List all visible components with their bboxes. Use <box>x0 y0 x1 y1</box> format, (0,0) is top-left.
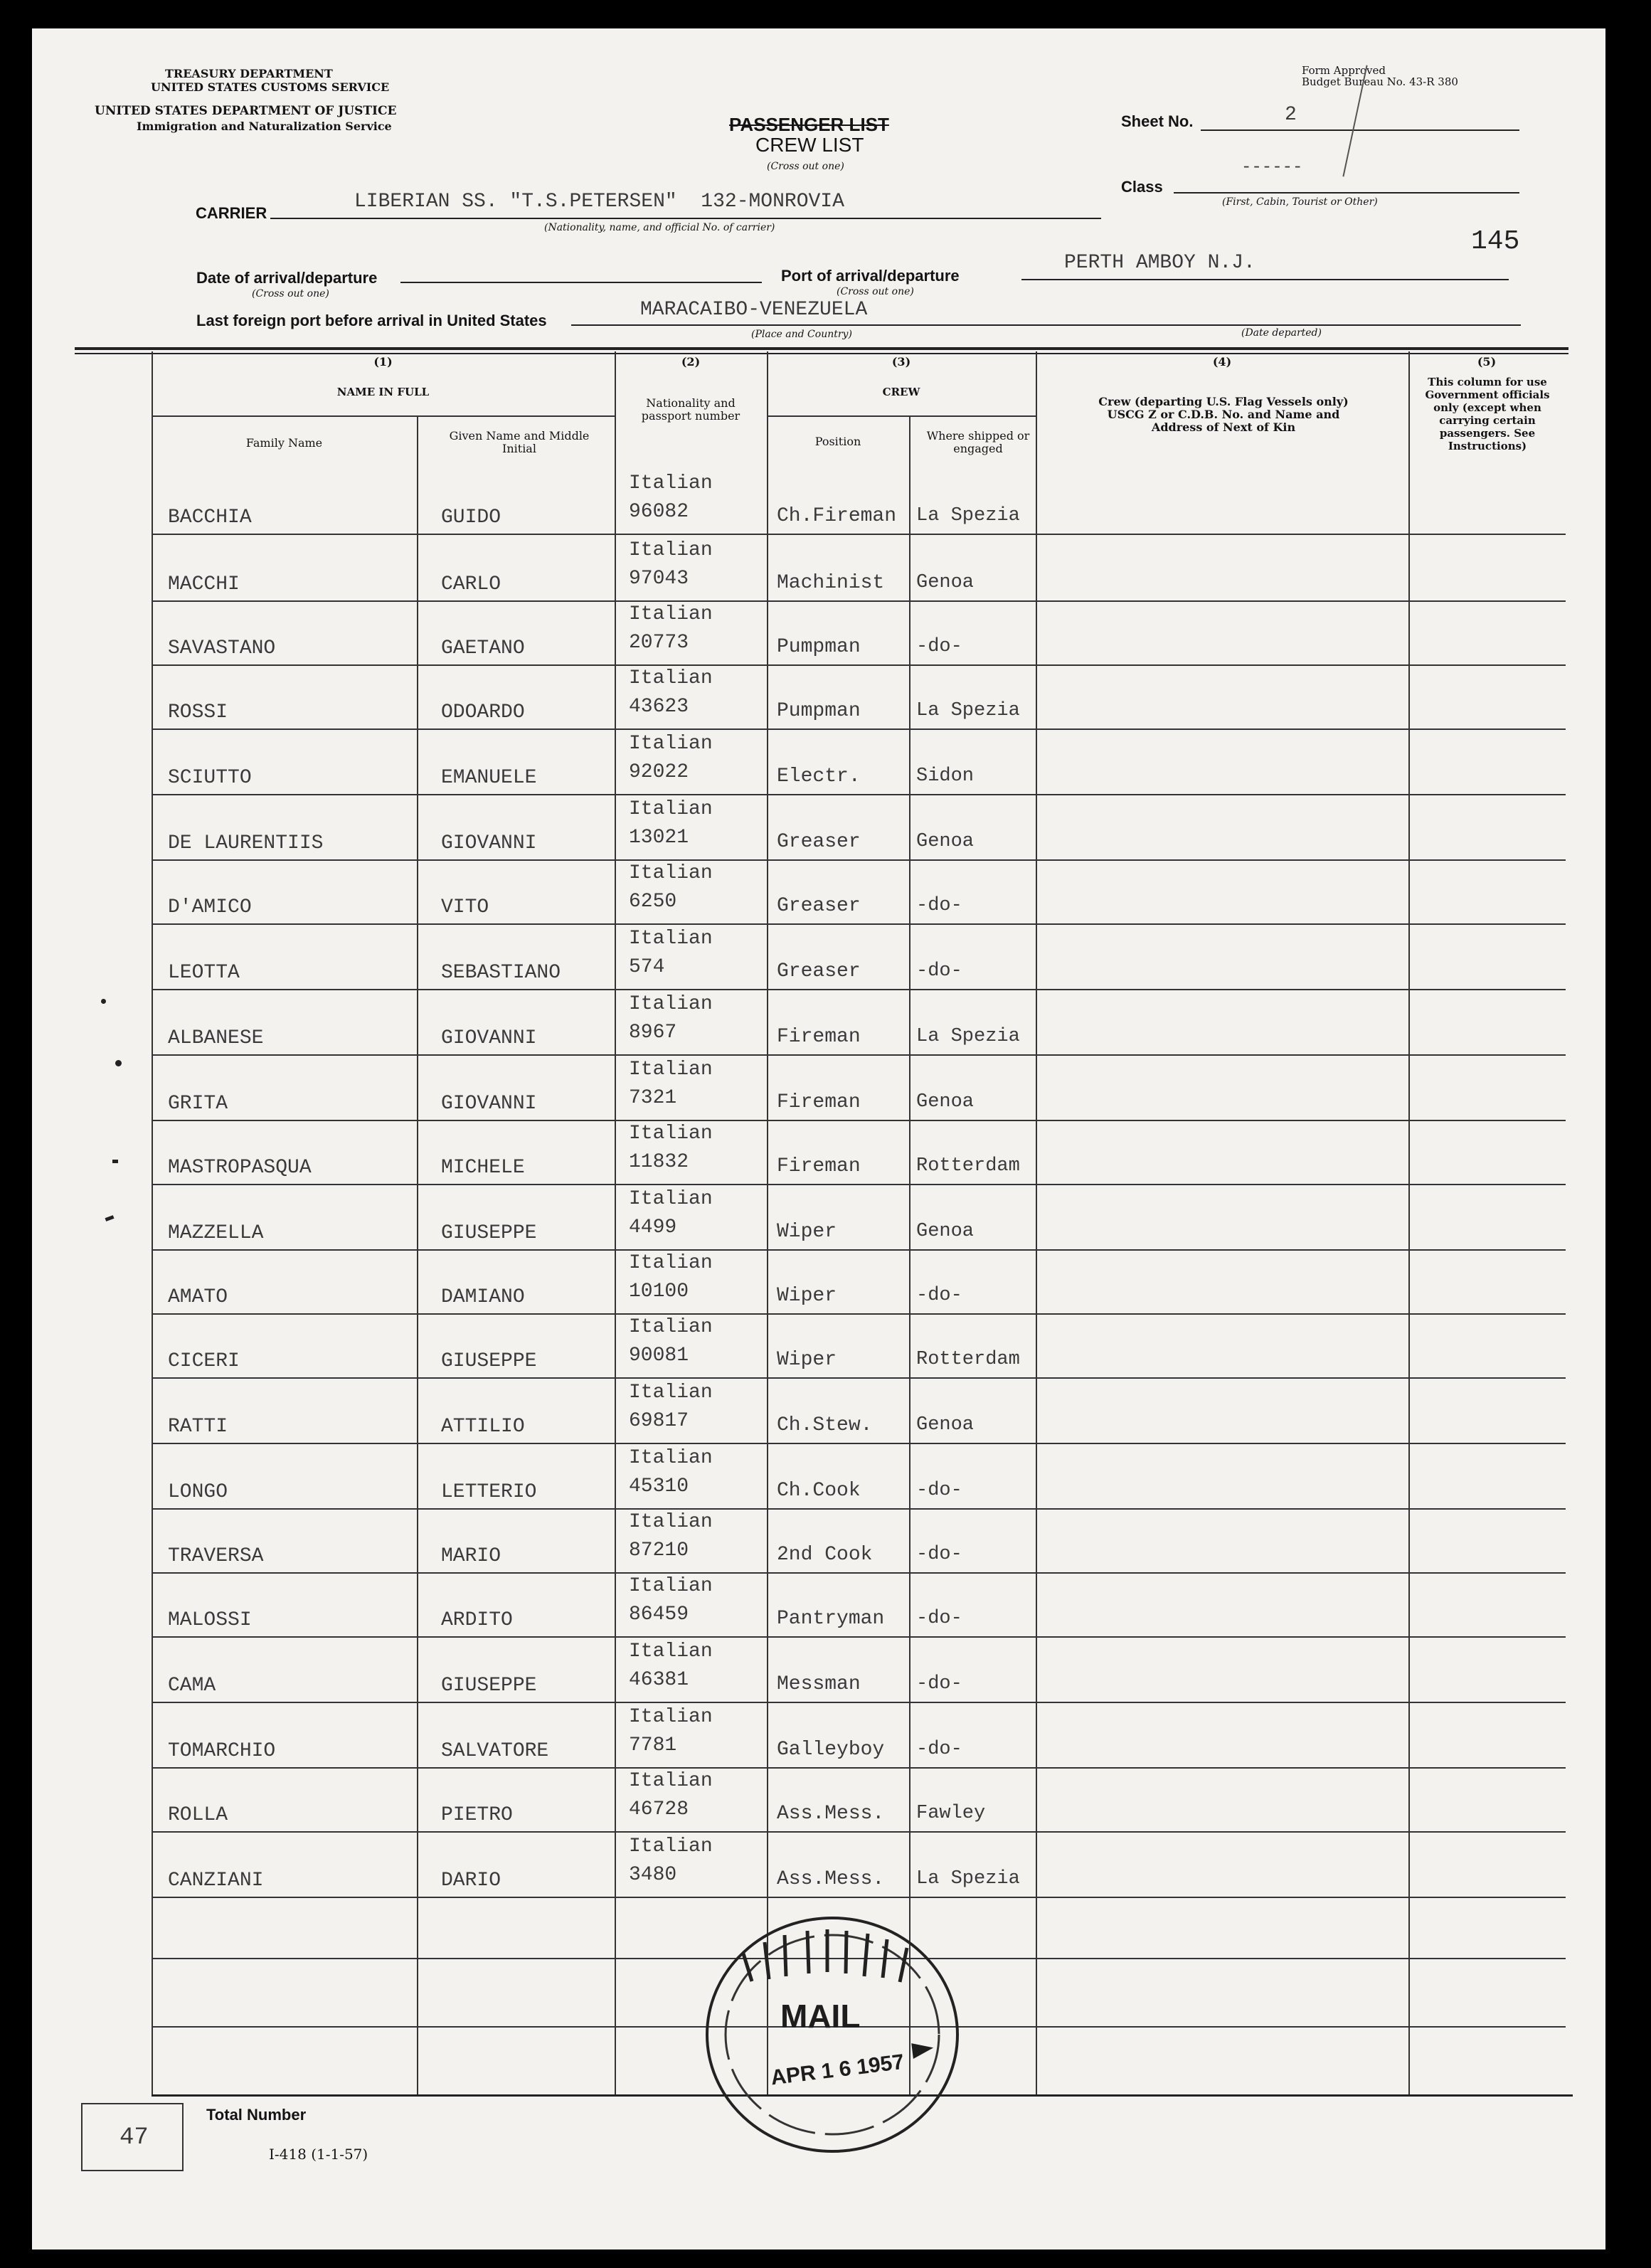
nationality-cell: Italian <box>629 862 713 884</box>
position-cell: Ch.Stew. <box>777 1414 873 1436</box>
where-engaged-cell: La Spezia <box>916 1026 1020 1047</box>
row-divider <box>152 1572 1566 1574</box>
date-hint: (Cross out one) <box>252 288 329 300</box>
where-engaged-cell: Rotterdam <box>916 1349 1020 1370</box>
position-cell: Wiper <box>777 1221 837 1243</box>
where-engaged-cell: La Spezia <box>916 505 1020 526</box>
where-engaged-cell: Genoa <box>916 572 975 593</box>
where-engaged-cell: -do- <box>916 1673 962 1695</box>
position-cell: Pumpman <box>777 700 861 722</box>
position-cell: Pantryman <box>777 1608 885 1630</box>
passport-number-cell: 7321 <box>629 1087 677 1109</box>
family-name-cell: LONGO <box>168 1481 228 1503</box>
position-cell: Greaser <box>777 960 861 982</box>
position-cell: Ch.Fireman <box>777 505 897 527</box>
customs-label: UNITED STATES CUSTOMS SERVICE <box>151 80 390 94</box>
passport-number-cell: 46728 <box>629 1798 689 1821</box>
where-engaged-cell: -do- <box>916 1285 962 1306</box>
nationality-cell: Italian <box>629 1511 713 1533</box>
where-engaged-cell: Fawley <box>916 1803 986 1824</box>
given-name-cell: MICHELE <box>441 1157 525 1179</box>
given-name-cell: CARLO <box>441 573 501 595</box>
stamp-date: APR 1 6 1957 <box>769 2050 906 2090</box>
given-name-cell: GIUSEPPE <box>441 1675 537 1697</box>
passport-number-cell: 10100 <box>629 1281 689 1303</box>
given-name-cell: MARIO <box>441 1545 501 1567</box>
position-cell: Greaser <box>777 831 861 853</box>
family-name-cell: TOMARCHIO <box>168 1740 276 1762</box>
given-name-cell: GIUSEPPE <box>441 1350 537 1372</box>
position-cell: Machinist <box>777 572 885 594</box>
where-engaged-cell: Rotterdam <box>916 1155 1020 1177</box>
passport-number-cell: 3480 <box>629 1864 677 1886</box>
where-engaged-cell: -do- <box>916 1544 962 1565</box>
where-engaged-cell: Genoa <box>916 1091 975 1113</box>
nationality-cell: Italian <box>629 928 713 950</box>
nationality-cell: Italian <box>629 1641 713 1663</box>
given-name-cell: GUIDO <box>441 507 501 529</box>
passport-number-cell: 6250 <box>629 891 677 913</box>
position-cell: Messman <box>777 1673 861 1695</box>
family-name-cell: CAMA <box>168 1675 216 1697</box>
position-cell: Pumpman <box>777 636 861 658</box>
where-engaged-cell: -do- <box>916 960 962 982</box>
nationality-cell: Italian <box>629 1447 713 1469</box>
given-name-cell: PIETRO <box>441 1804 513 1826</box>
mail-stamp <box>701 1914 964 2159</box>
form-approved: Form Approved <box>1302 64 1386 77</box>
where-engaged-cell: Sidon <box>916 765 975 787</box>
where-engaged-cell: La Spezia <box>916 1868 1020 1890</box>
family-name-cell: CANZIANI <box>168 1870 264 1892</box>
nationality-cell: Italian <box>629 1835 713 1858</box>
col3-number: (3) <box>891 355 911 369</box>
family-name-cell: LEOTTA <box>168 962 240 984</box>
row-divider <box>152 1831 1566 1833</box>
date-departed-hint: (Date departed) <box>1241 327 1322 339</box>
family-name-cell: D'AMICO <box>168 896 252 918</box>
col2-number: (2) <box>681 355 701 369</box>
row-divider <box>152 1054 1566 1056</box>
last-port-value: MARACAIBO-VENEZUELA <box>640 299 868 321</box>
col4-number: (4) <box>1212 355 1232 369</box>
family-name-cell: DE LAURENTIIS <box>168 832 324 854</box>
nationality-cell: Italian <box>629 1123 713 1145</box>
col1-given-header: Given Name and Middle Initial <box>449 429 590 455</box>
given-name-cell: LETTERIO <box>441 1481 537 1503</box>
col3-position-header: Position <box>814 435 861 448</box>
where-engaged-cell: -do- <box>916 636 962 657</box>
row-divider <box>152 1443 1566 1444</box>
given-name-cell: GAETANO <box>441 637 525 659</box>
given-name-cell: DAMIANO <box>441 1286 525 1308</box>
passport-number-cell: 13021 <box>629 827 689 849</box>
where-engaged-cell: -do- <box>916 1739 962 1760</box>
where-engaged-cell: -do- <box>916 895 962 916</box>
class-label: Class <box>1121 178 1163 196</box>
nationality-cell: Italian <box>629 1316 713 1338</box>
given-name-cell: GIOVANNI <box>441 832 537 854</box>
position-cell: Ass.Mess. <box>777 1868 885 1890</box>
where-engaged-cell: Genoa <box>916 831 975 852</box>
total-label: Total Number <box>206 2106 307 2124</box>
nationality-cell: Italian <box>629 733 713 755</box>
passport-number-cell: 92022 <box>629 761 689 783</box>
sheet-label: Sheet No. <box>1121 112 1194 130</box>
col5-title: This column for use Government officials only (except when carrying certain passengers. See Instructions) <box>1425 376 1550 452</box>
passport-number-cell: 4499 <box>629 1217 677 1239</box>
position-cell: Galleyboy <box>777 1739 885 1761</box>
given-name-cell: VITO <box>441 896 489 918</box>
family-name-cell: MASTROPASQUA <box>168 1157 312 1179</box>
family-name-cell: SAVASTANO <box>168 637 276 659</box>
where-engaged-cell: Genoa <box>916 1414 975 1436</box>
row-divider <box>152 1897 1566 1898</box>
nationality-cell: Italian <box>629 798 713 820</box>
nationality-cell: Italian <box>629 603 713 625</box>
row-divider <box>152 1120 1566 1121</box>
passport-number-cell: 20773 <box>629 632 689 654</box>
col1-title: NAME IN FULL <box>336 386 430 398</box>
row-divider <box>152 1767 1566 1769</box>
row-divider <box>152 534 1566 535</box>
family-name-cell: MALOSSI <box>168 1609 252 1631</box>
carrier-label: CARRIER <box>196 204 267 222</box>
stamp-word: MAIL <box>780 1998 861 2035</box>
nationality-cell: Italian <box>629 1575 713 1597</box>
nationality-cell: Italian <box>629 1770 713 1792</box>
passport-number-cell: 90081 <box>629 1345 689 1367</box>
family-name-cell: BACCHIA <box>168 507 252 529</box>
nationality-cell: Italian <box>629 1382 713 1404</box>
row-divider <box>152 1508 1566 1510</box>
family-name-cell: SCIUTTO <box>168 767 252 789</box>
row-divider <box>152 989 1566 990</box>
position-cell: Fireman <box>777 1026 861 1048</box>
where-engaged-cell: Genoa <box>916 1221 975 1242</box>
position-cell: Ch.Cook <box>777 1480 861 1502</box>
position-cell: 2nd Cook <box>777 1544 873 1566</box>
family-name-cell: ROLLA <box>168 1804 228 1826</box>
crew-list-title: CREW LIST <box>755 134 864 156</box>
date-label: Date of arrival/departure <box>196 269 378 287</box>
given-name-cell: SALVATORE <box>441 1740 549 1762</box>
given-name-cell: EMANUELE <box>441 767 537 789</box>
class-hint: (First, Cabin, Tourist or Other) <box>1222 196 1378 208</box>
row-divider <box>152 1377 1566 1379</box>
family-name-cell: MACCHI <box>168 573 240 595</box>
nationality-cell: Italian <box>629 1059 713 1081</box>
family-name-cell: RATTI <box>168 1416 228 1438</box>
family-name-cell: ALBANESE <box>168 1027 264 1049</box>
row-divider <box>152 923 1566 925</box>
ins-label: Immigration and Naturalization Service <box>137 120 392 133</box>
cross-out-hint: (Cross out one) <box>767 161 844 172</box>
family-name-cell: CICERI <box>168 1350 240 1372</box>
passenger-list-title: PASSENGER LIST <box>729 114 889 135</box>
passport-number-cell: 8967 <box>629 1022 677 1044</box>
row-divider <box>152 1249 1566 1251</box>
given-name-cell: GIUSEPPE <box>441 1222 537 1244</box>
row-divider <box>152 859 1566 861</box>
col2-title: Nationality and passport number <box>641 396 740 423</box>
total-value: 47 <box>120 2124 149 2151</box>
row-divider <box>152 1184 1566 1185</box>
row-divider <box>152 794 1566 795</box>
passport-number-cell: 574 <box>629 956 665 978</box>
col3-title: CREW <box>882 386 920 398</box>
passport-number-cell: 11832 <box>629 1151 689 1173</box>
row-divider <box>152 728 1566 730</box>
row-divider <box>152 1702 1566 1703</box>
row-divider <box>152 1636 1566 1638</box>
nationality-cell: Italian <box>629 1188 713 1210</box>
nationality-cell: Italian <box>629 667 713 689</box>
port-value: PERTH AMBOY N.J. <box>1064 252 1255 274</box>
budget-number: Budget Bureau No. 43-R 380 <box>1302 75 1458 88</box>
where-engaged-cell: -do- <box>916 1480 962 1501</box>
carrier-hint: (Nationality, name, and official No. of carrier) <box>544 222 775 233</box>
passport-number-cell: 69817 <box>629 1410 689 1432</box>
nationality-cell: Italian <box>629 539 713 561</box>
given-name-cell: ODOARDO <box>441 701 525 724</box>
given-name-cell: SEBASTIANO <box>441 962 561 984</box>
port-hint: (Cross out one) <box>837 286 914 297</box>
family-name-cell: TRAVERSA <box>168 1545 264 1567</box>
position-cell: Electr. <box>777 765 861 788</box>
position-cell: Greaser <box>777 895 861 917</box>
family-name-cell: MAZZELLA <box>168 1222 264 1244</box>
nationality-cell: Italian <box>629 472 713 494</box>
col1-family-header: Family Name <box>245 436 323 450</box>
last-port-label: Last foreign port before arrival in United States <box>196 312 547 329</box>
passport-number-cell: 96082 <box>629 501 689 523</box>
given-name-cell: ATTILIO <box>441 1416 525 1438</box>
given-name-cell: GIOVANNI <box>441 1093 537 1115</box>
row-divider <box>152 1313 1566 1315</box>
nationality-cell: Italian <box>629 993 713 1015</box>
form-id: I-418 (1-1-57) <box>269 2146 368 2163</box>
family-name-cell: AMATO <box>168 1286 228 1308</box>
passport-number-cell: 87210 <box>629 1540 689 1562</box>
where-engaged-cell: La Spezia <box>916 700 1020 721</box>
passport-number-cell: 45310 <box>629 1475 689 1498</box>
sheet-number: 2 <box>1285 104 1297 126</box>
col1-number: (1) <box>373 355 393 369</box>
passport-number-cell: 43623 <box>629 696 689 718</box>
last-port-hint: (Place and Country) <box>751 329 852 340</box>
where-engaged-cell: -do- <box>916 1608 962 1629</box>
treasury-label: TREASURY DEPARTMENT <box>165 67 333 80</box>
given-name-cell: GIOVANNI <box>441 1027 537 1049</box>
class-value: ------ <box>1241 158 1303 177</box>
carrier-value: LIBERIAN SS. "T.S.PETERSEN" 132-MONROVIA <box>354 191 844 213</box>
position-cell: Wiper <box>777 1285 837 1307</box>
page-number: 145 <box>1471 226 1520 257</box>
position-cell: Fireman <box>777 1091 861 1113</box>
position-cell: Wiper <box>777 1349 837 1371</box>
col3-where-header: Where shipped or engaged <box>926 429 1030 455</box>
position-cell: Fireman <box>777 1155 861 1177</box>
given-name-cell: DARIO <box>441 1870 501 1892</box>
passport-number-cell: 46381 <box>629 1669 689 1691</box>
passport-number-cell: 97043 <box>629 568 689 590</box>
nationality-cell: Italian <box>629 1706 713 1728</box>
row-divider <box>152 600 1566 602</box>
given-name-cell: ARDITO <box>441 1609 513 1631</box>
nationality-cell: Italian <box>629 1252 713 1274</box>
port-label: Port of arrival/departure <box>781 267 960 285</box>
passport-number-cell: 86459 <box>629 1604 689 1626</box>
col4-title: Crew (departing U.S. Flag Vessels only) USCG Z or C.D.B. No. and Name and Address of Next of Kin <box>1098 395 1349 434</box>
family-name-cell: ROSSI <box>168 701 228 724</box>
justice-label: UNITED STATES DEPARTMENT OF JUSTICE <box>95 104 397 118</box>
passport-number-cell: 7781 <box>629 1734 677 1756</box>
position-cell: Ass.Mess. <box>777 1803 885 1825</box>
family-name-cell: GRITA <box>168 1093 228 1115</box>
col5-number: (5) <box>1477 355 1497 369</box>
row-divider <box>152 664 1566 666</box>
